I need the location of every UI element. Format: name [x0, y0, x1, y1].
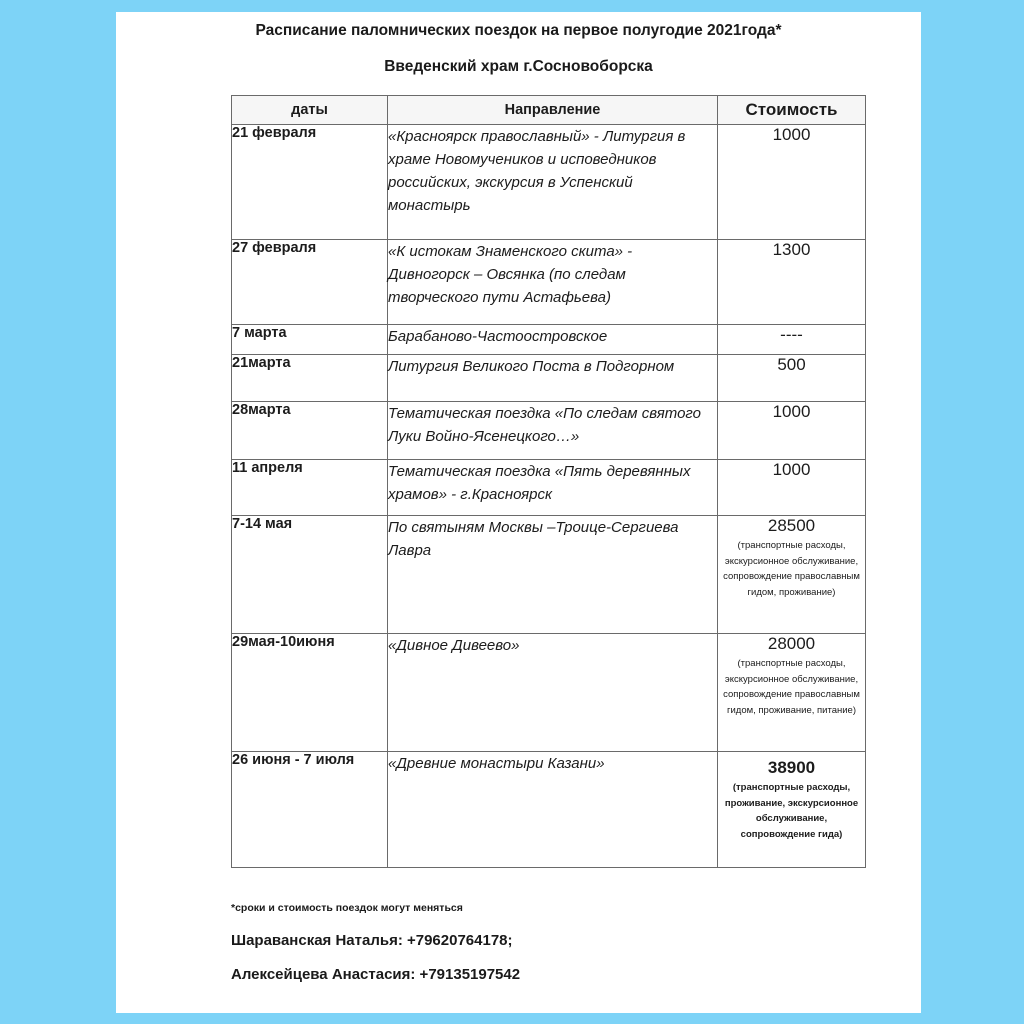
- row-direction: Барабаново-Частоостровское: [388, 325, 718, 355]
- row-cost-note: (транспортные расходы, проживание, экскурсионное обслуживание, сопровождение гида): [724, 782, 859, 840]
- table-row: [232, 516, 866, 634]
- row-direction: «Красноярск православный» - Литургия в храме Новомучеников и исповедников российских, экскурсия в Успенский монастырь: [388, 125, 718, 240]
- row-direction: По святыням Москвы –Троице-Сергиева Лавра: [388, 516, 718, 634]
- table-row: [232, 325, 866, 355]
- row-direction: «К истокам Знаменского скита» - Дивногорск – Овсянка (по следам творческого пути Астафьева): [388, 240, 718, 325]
- table-row: [232, 634, 866, 752]
- table-row: [232, 125, 866, 240]
- row-date: 7-14 мая: [232, 516, 388, 634]
- row-cost-cell: [718, 355, 866, 402]
- footnote: *сроки и стоимость поездок могут меняться: [231, 902, 463, 914]
- table-row: [232, 752, 866, 868]
- row-date: 26 июня - 7 июля: [232, 752, 388, 868]
- schedule-table: [231, 95, 866, 868]
- document-subtitle: Введенский храм г.Сосновоборска: [384, 58, 653, 75]
- row-date: 21 февраля: [232, 125, 388, 240]
- contact-line: Алексейцева Анастасия: +79135197542: [231, 966, 521, 983]
- row-cost: 1000: [772, 125, 811, 144]
- table-row: [232, 355, 866, 402]
- row-date: 27 февраля: [232, 240, 388, 325]
- row-date: 28марта: [232, 402, 388, 460]
- row-cost-cell: [718, 325, 866, 355]
- row-cost-note: (транспортные расходы, экскурсионное обслуживание, сопровождение православным гидом, проживание): [723, 540, 860, 598]
- row-direction: Тематическая поездка «Пять деревянных храмов» - г.Красноярск: [388, 460, 718, 516]
- row-cost: 1000: [772, 460, 811, 479]
- document-title: Расписание паломнических поездок на первое полугодие 2021года*: [255, 22, 782, 39]
- row-cost: 500: [777, 355, 806, 374]
- row-direction: «Древние монастыри Казани»: [388, 752, 718, 868]
- row-cost-cell: [718, 634, 866, 752]
- row-direction: «Дивное Дивеево»: [388, 634, 718, 752]
- document-page: [116, 12, 921, 1013]
- row-cost: 1300: [772, 240, 811, 259]
- table-header-row: [232, 96, 866, 125]
- table-row: [232, 402, 866, 460]
- row-cost-cell: [718, 402, 866, 460]
- table-row: [232, 240, 866, 325]
- row-direction: Тематическая поездка «По следам святого Луки Войно-Ясенецкого…»: [388, 402, 718, 460]
- header-direction: Направление: [388, 96, 718, 125]
- row-cost-cell: [718, 240, 866, 325]
- row-direction: Литургия Великого Поста в Подгорном: [388, 355, 718, 402]
- row-date: 29мая-10июня: [232, 634, 388, 752]
- row-cost: 1000: [772, 402, 811, 421]
- table-row: [232, 460, 866, 516]
- row-cost: 28000: [767, 634, 816, 653]
- row-cost-cell: [718, 125, 866, 240]
- header-cost: Стоимость: [718, 96, 866, 125]
- row-cost-cell: [718, 460, 866, 516]
- header-date: даты: [232, 96, 388, 125]
- row-cost-cell: [718, 752, 866, 868]
- row-cost: 38900: [767, 758, 816, 777]
- row-cost-cell: [718, 516, 866, 634]
- contact-line: Шараванская Наталья: +79620764178;: [231, 932, 513, 949]
- row-cost: 28500: [767, 516, 816, 535]
- row-date: 21марта: [232, 355, 388, 402]
- row-date: 11 апреля: [232, 460, 388, 516]
- row-cost-note: (транспортные расходы, экскурсионное обслуживание, сопровождение православным гидом, проживание, питание): [723, 658, 860, 716]
- row-cost: ----: [780, 325, 803, 344]
- row-date: 7 марта: [232, 325, 388, 355]
